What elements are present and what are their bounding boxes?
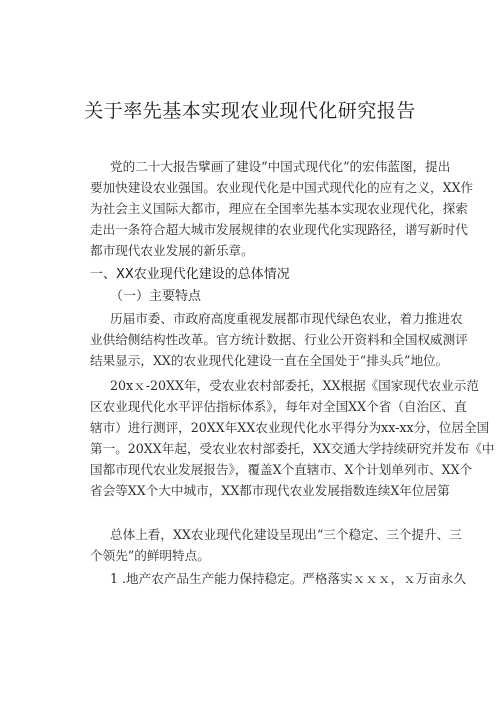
paragraph-line: 走出一条符合超大城市发展规律的农业现代化实现路径，谱写新时代: [90, 222, 468, 237]
document-title: 关于率先基本实现农业现代化研究报告: [84, 100, 416, 122]
subsection-heading: （一）主要特点: [110, 289, 202, 304]
paragraph-line: 1 .地产农产品生产能力保持稳定。严格落实ｘｘｘ，ｘ万亩永久: [110, 571, 467, 586]
section-heading: 一、XX农业现代化建设的总体情况: [90, 267, 290, 282]
paragraph-line: 辖市）进行测评，20XX年XX农业现代化水平得分为xx-xx分，位居全国: [90, 420, 490, 435]
paragraph-line: 结果显示，XX的农业现代化建设一直在全国处于“排头兵”地位。: [90, 353, 449, 368]
paragraph-line: 总体上看，XX农业现代化建设呈现出“三个稳定、三个提升、三: [110, 527, 462, 542]
paragraph-line: 国都市现代农业发展报告》，覆盖X个直辖市、X个计划单列市、XX个: [90, 462, 473, 477]
paragraph-line: 为社会主义国际大都市，理应在全国率先基本实现农业现代化，探索: [90, 201, 468, 216]
paragraph-line: 历届市委、市政府高度重视发展都市现代绿色农业，着力推进农: [110, 311, 463, 326]
paragraph-line: 第一。20XX年起，受农业农村部委托，XX交通大学持续研究并发布《中: [90, 441, 495, 456]
paragraph-line: 都市现代农业发展的新乐章。: [90, 243, 254, 258]
paragraph-line: 区农业现代化水平评估指标体系》，每年对全国XX个省（自治区、直: [90, 399, 467, 414]
paragraph-line: 个领先”的鲜明特点。: [90, 548, 210, 563]
paragraph-line: 党的二十大报告擘画了建设“中国式现代化”的宏伟蓝图，提出: [110, 159, 451, 174]
paragraph-line: 要加快建设农业强国。农业现代化是中国式现代化的应有之义，XX作: [90, 180, 474, 195]
paragraph-line: 业供给侧结构性改革。官方统计数据、行业公开资料和全国权威测评: [90, 332, 468, 347]
paragraph-line: 省会等XX个大中城市，XX都市现代农业发展指数连续X年位居第: [90, 483, 450, 498]
paragraph-line: 20xｘ-20XX年，受农业农村部委托，XX根据《国家现代农业示范: [110, 378, 479, 393]
